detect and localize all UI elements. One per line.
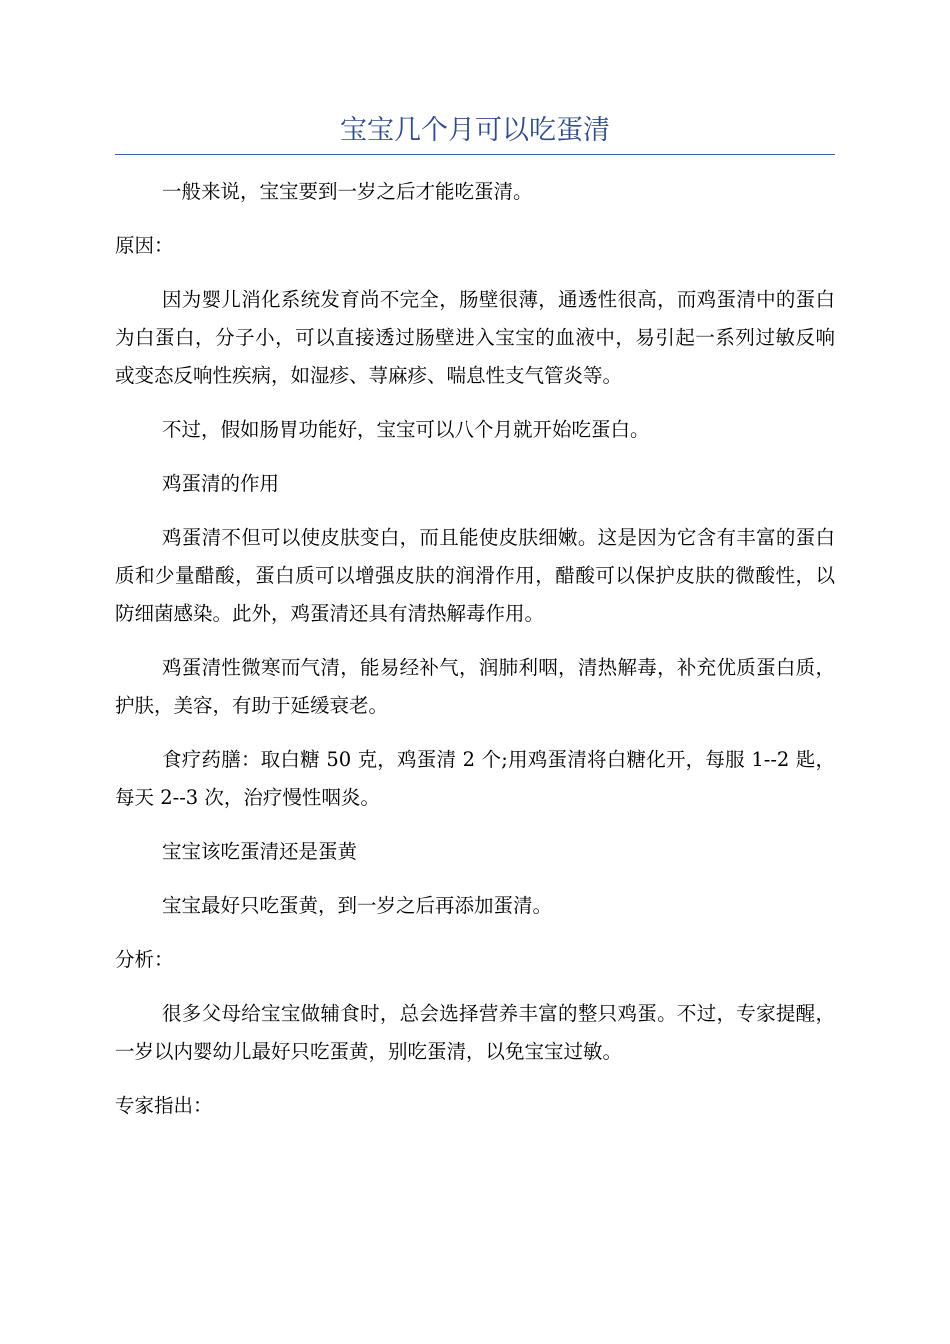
paragraph-heading-effects: 鸡蛋清的作用 <box>162 472 280 495</box>
paragraph-effects-nature: 鸡蛋清性微寒而气清，能易经补气，润肺利咽，清热解毒，补充优质蛋白质，护肤，美容，有助于延缓衰老。 <box>115 656 835 717</box>
paragraph-heading-white-or-yolk: 宝宝该吃蛋清还是蛋黄 <box>162 840 358 863</box>
paragraph-heading-reason: 原因： <box>115 234 174 257</box>
paragraph-recipe: 食疗药膳：取白糖 50 克，鸡蛋清 2 个;用鸡蛋清将白糖化开，每服 1--2 匙，每天 2--3 次，治疗慢性咽炎。 <box>115 748 835 809</box>
paragraph-effects-skin: 鸡蛋清不但可以使皮肤变白，而且能使皮肤细嫩。这是因为它含有丰富的蛋白质和少量醋酸，蛋白质可以增强皮肤的润滑作用，醋酸可以保护皮肤的微酸性，以防细菌感染。此外，鸡蛋清还具有清热解毒作用。 <box>115 526 835 625</box>
paragraph-heading-analysis: 分析： <box>115 948 174 971</box>
document-body <box>115 173 835 1125</box>
paragraph-heading-experts: 专家指出： <box>115 1094 213 1117</box>
paragraph-yolk-advice: 宝宝最好只吃蛋黄，到一岁之后再添加蛋清。 <box>162 894 553 917</box>
paragraph-intro: 一般来说，宝宝要到一岁之后才能吃蛋清。 <box>162 180 533 203</box>
document-page <box>115 112 835 1141</box>
paragraph-analysis-detail: 很多父母给宝宝做辅食时，总会选择营养丰富的整只鸡蛋。不过，专家提醒，一岁以内婴幼儿最好只吃蛋黄，别吃蛋清，以免宝宝过敏。 <box>115 1002 835 1063</box>
paragraph-exception: 不过，假如肠胃功能好，宝宝可以八个月就开始吃蛋白。 <box>162 418 650 441</box>
paragraph-reason-detail: 因为婴儿消化系统发育尚不完全，肠壁很薄，通透性很高，而鸡蛋清中的蛋白为白蛋白，分子小，可以直接透过肠壁进入宝宝的血液中，易引起一系列过敏反响或变态反响性疾病，如湿疹、荨麻疹、喘息性支气管炎等。 <box>115 288 835 387</box>
page-title: 宝宝几个月可以吃蛋清 <box>115 112 835 155</box>
